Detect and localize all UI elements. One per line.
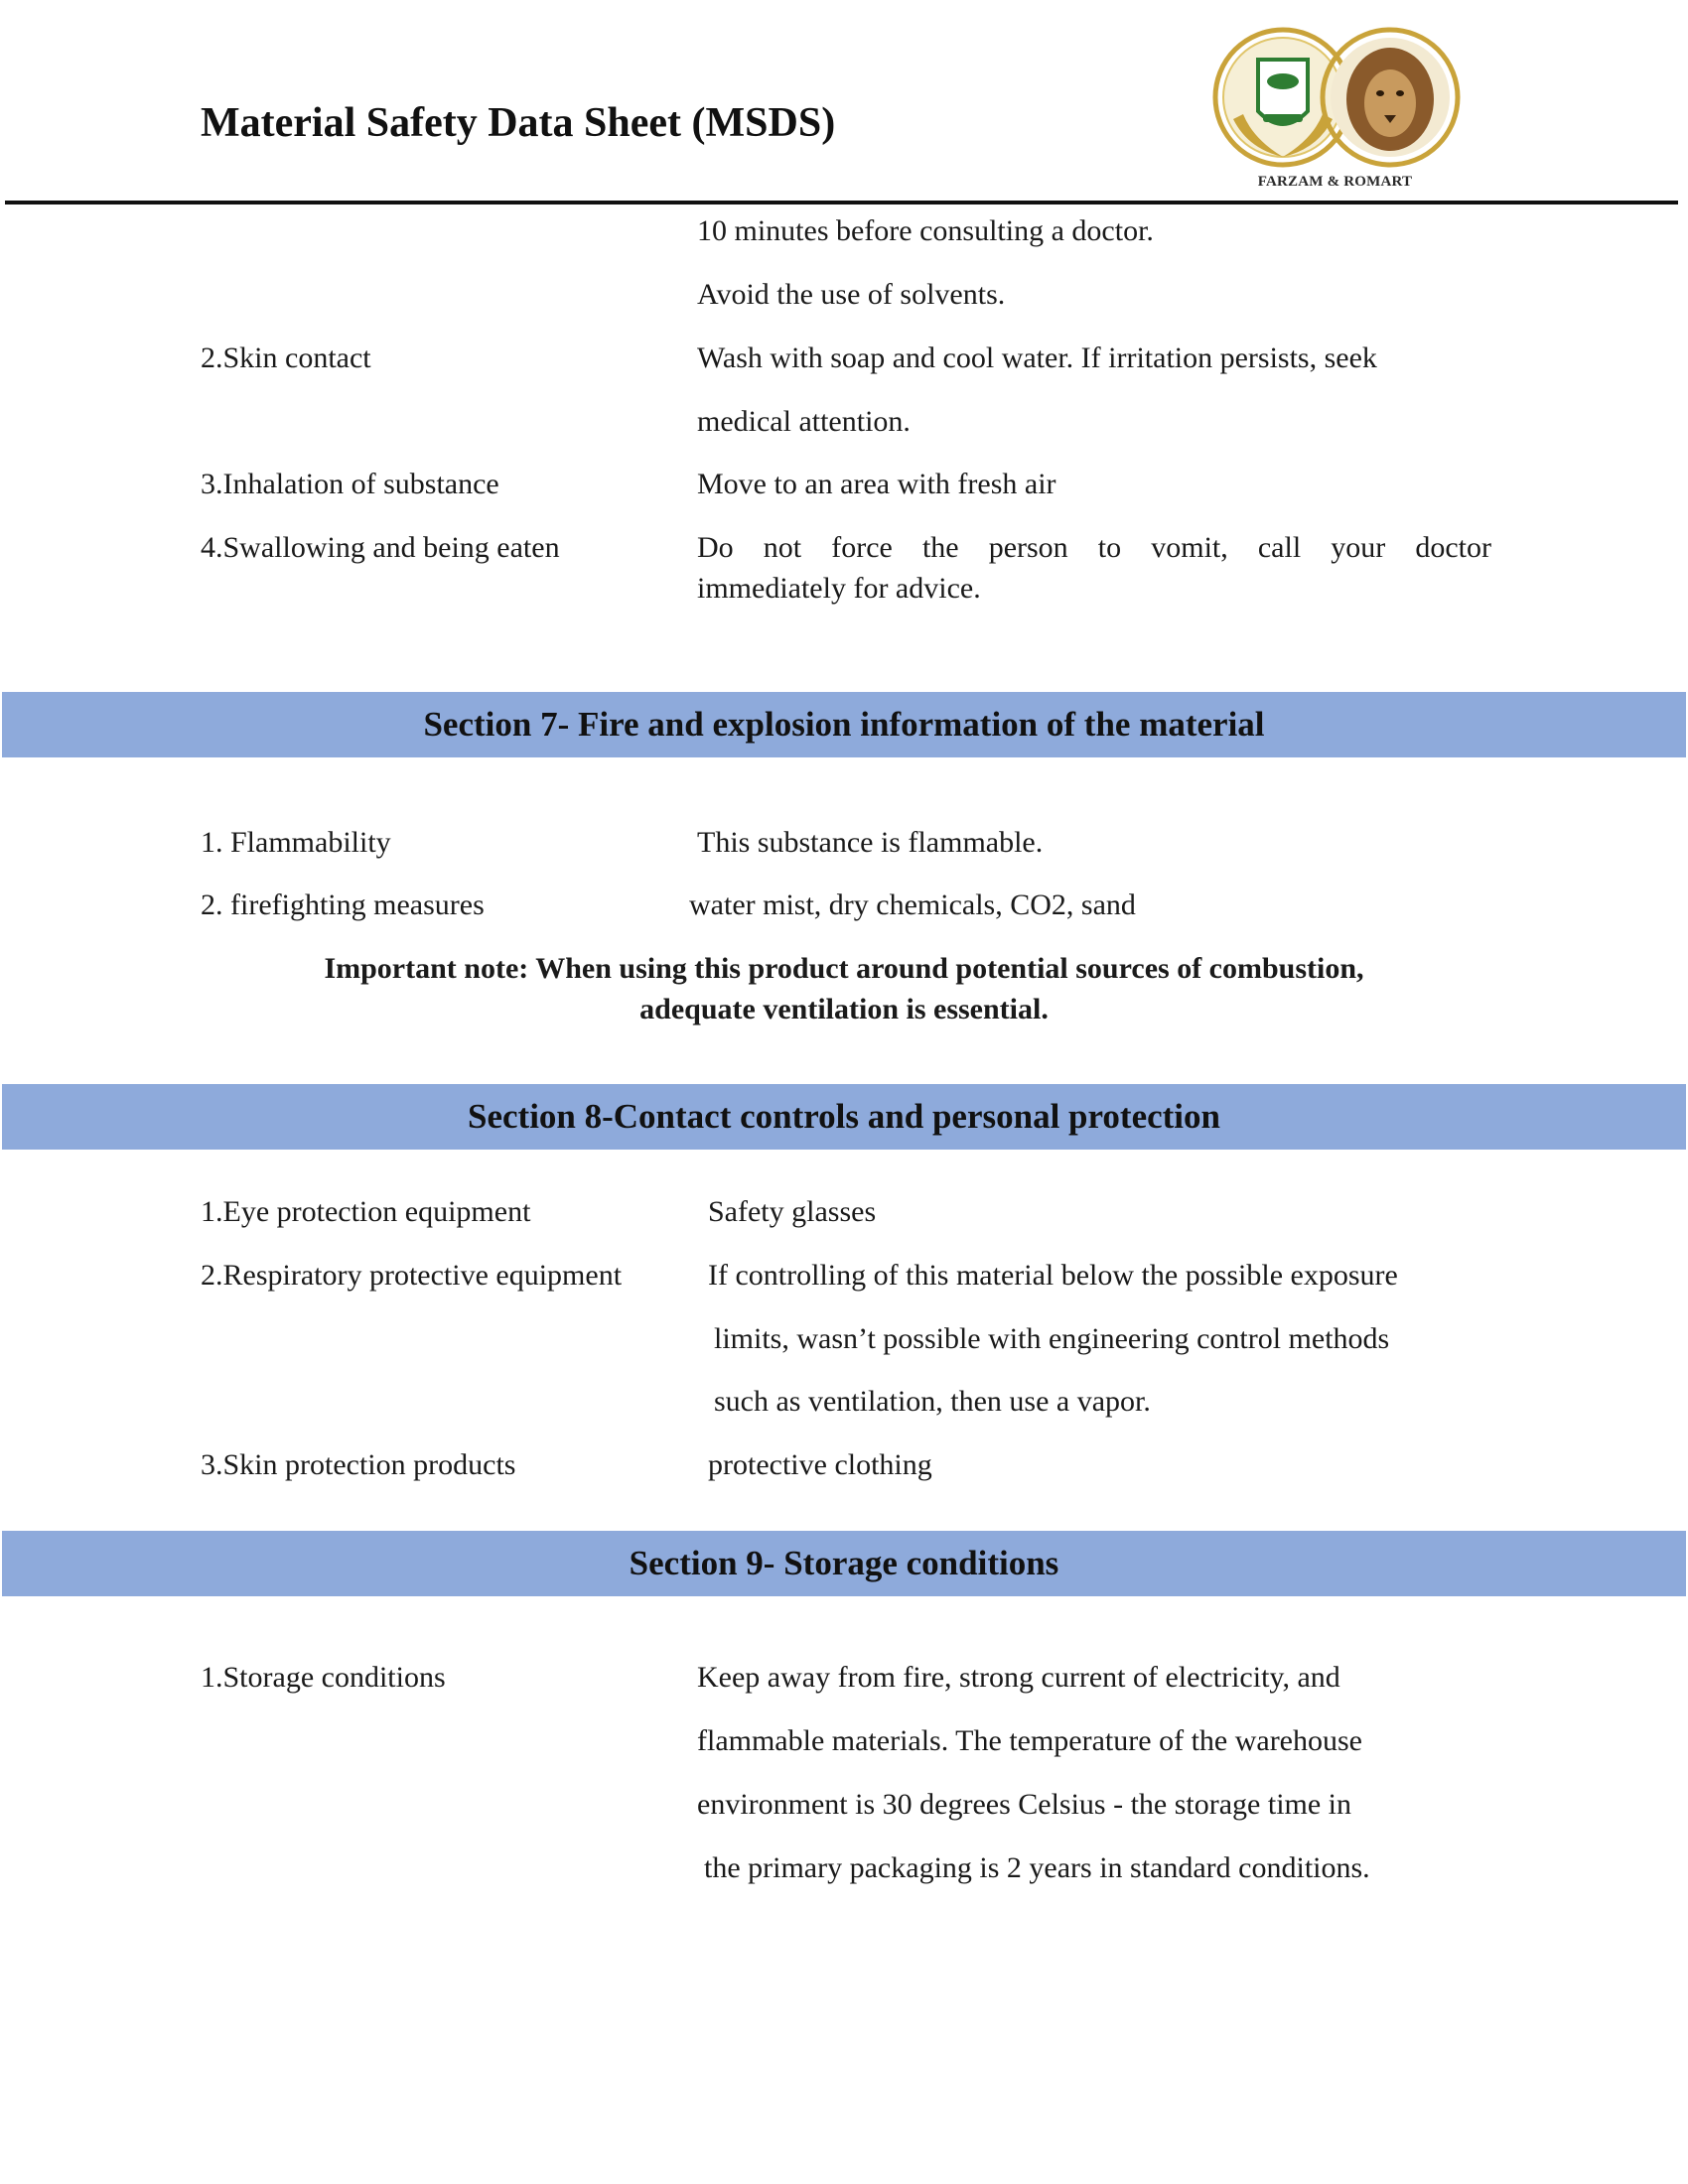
storage-conditions-text-1: Keep away from fire, strong current of electricity, and [697, 1661, 1340, 1694]
skin-protection-text: protective clothing [708, 1448, 932, 1481]
storage-conditions-text-2: flammable materials. The temperature of the warehouse [697, 1724, 1362, 1757]
logo-caption: FARZAM & ROMART [1257, 174, 1413, 190]
flammability-label: 1. Flammability [201, 826, 391, 859]
section-7-header [2, 692, 1686, 757]
section-9-title: Section 9- Storage conditions [629, 1544, 1059, 1582]
eye-protection-text: Safety glasses [708, 1195, 877, 1228]
important-note-line-2: adequate ventilation is essential. [639, 993, 1049, 1025]
storage-conditions-label: 1.Storage conditions [201, 1661, 446, 1694]
respiratory-text-3: such as ventilation, then use a vapor. [714, 1385, 1151, 1418]
important-note-line-1: Important note: When using this product around potential sources of combustion, [324, 952, 1364, 985]
firefighting-text: water mist, dry chemicals, CO2, sand [689, 888, 1136, 921]
header-rule [5, 201, 1678, 205]
page-title: Material Safety Data Sheet (MSDS) [201, 100, 836, 146]
firefighting-label: 2. firefighting measures [201, 888, 485, 921]
inhalation-label: 3.Inhalation of substance [201, 468, 499, 500]
flammability-text: This substance is flammable. [697, 826, 1044, 859]
swallowing-text-1: Do not force the person to vomit, call your doctor [697, 531, 1491, 564]
skin-protection-label: 3.Skin protection products [201, 1448, 516, 1481]
eye-contact-text-cont-2: Avoid the use of solvents. [697, 278, 1006, 311]
skin-contact-text-1: Wash with soap and cool water. If irritation persists, seek [697, 341, 1377, 374]
eye-contact-text-cont-1: 10 minutes before consulting a doctor. [697, 214, 1154, 247]
swallowing-text-2: immediately for advice. [697, 572, 981, 605]
respiratory-text-1: If controlling of this material below the possible exposure [708, 1259, 1398, 1292]
storage-conditions-text-3: environment is 30 degrees Celsius - the storage time in [697, 1788, 1352, 1821]
skin-contact-text-2: medical attention. [697, 405, 911, 438]
logo-emblem-icon [1203, 20, 1467, 179]
inhalation-text: Move to an area with fresh air [697, 468, 1056, 500]
section-9-header [2, 1531, 1686, 1596]
section-8-title: Section 8-Contact controls and personal protection [468, 1097, 1220, 1136]
respiratory-label: 2.Respiratory protective equipment [201, 1259, 623, 1292]
skin-contact-label: 2.Skin contact [201, 341, 371, 374]
respiratory-text-2: limits, wasn’t possible with engineering control methods [714, 1322, 1390, 1355]
storage-conditions-text-4: the primary packaging is 2 years in standard conditions. [704, 1851, 1370, 1884]
section-7-title: Section 7- Fire and explosion information of the material [423, 705, 1265, 744]
eye-protection-label: 1.Eye protection equipment [201, 1195, 531, 1228]
swallowing-label: 4.Swallowing and being eaten [201, 531, 560, 564]
company-logo [1203, 20, 1467, 199]
section-8-header [2, 1084, 1686, 1150]
